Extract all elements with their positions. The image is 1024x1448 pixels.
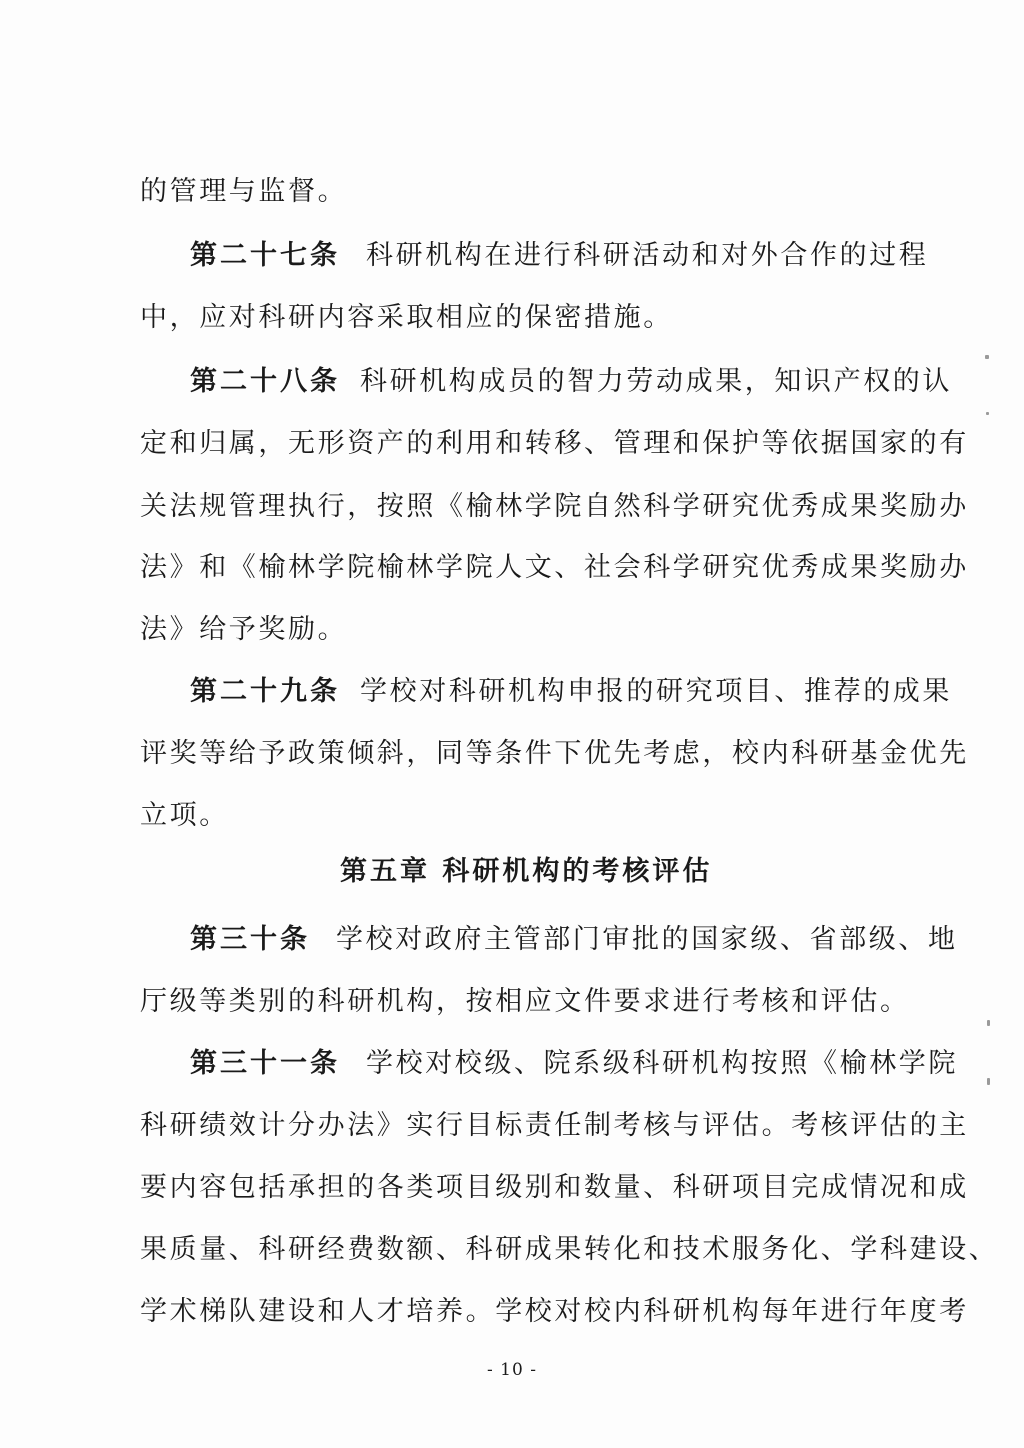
article-29-line-2: 评奖等给予政策倾斜，同等条件下优先考虑，校内科研基金优先	[140, 738, 969, 769]
article-30-line-1: 第三十条 学校对政府主管部门审批的国家级、省部级、地	[190, 924, 958, 955]
text-line-1: 的管理与监督。	[140, 176, 348, 207]
article-30-heading: 第三十条	[190, 924, 310, 955]
article-29-line-3: 立项。	[140, 800, 229, 831]
article-31-heading: 第三十一条	[190, 1048, 340, 1079]
scan-speck	[987, 1020, 990, 1026]
scan-speck	[986, 412, 989, 415]
article-31-line-4: 果质量、科研经费数额、科研成果转化和技术服务化、学科建设、	[140, 1234, 999, 1265]
article-28-line-1: 第二十八条 科研机构成员的智力劳动成果，知识产权的认	[190, 366, 952, 397]
article-31-line-2: 科研绩效计分办法》实行目标责任制考核与评估。考核评估的主	[140, 1110, 969, 1141]
article-27-line-2: 中，应对科研内容采取相应的保密措施。	[140, 302, 673, 333]
scan-speck	[987, 1078, 990, 1085]
article-28-line-2: 定和归属，无形资产的利用和转移、管理和保护等依据国家的有	[140, 428, 969, 459]
article-31-line-3: 要内容包括承担的各类项目级别和数量、科研项目完成情况和成	[140, 1172, 969, 1203]
article-29-heading: 第二十九条	[190, 676, 340, 707]
article-30-line-2: 厅级等类别的科研机构，按相应文件要求进行考核和评估。	[140, 986, 910, 1017]
article-29-line-1: 第二十九条 学校对科研机构申报的研究项目、推荐的成果	[190, 676, 952, 707]
page-number: - 10 -	[487, 1360, 537, 1380]
article-27-heading: 第二十七条	[190, 240, 340, 271]
scan-speck	[985, 355, 989, 359]
article-28-line-4: 法》和《榆林学院榆林学院人文、社会科学研究优秀成果奖励办	[140, 552, 969, 583]
article-28-line-5: 法》给予奖励。	[140, 614, 348, 645]
article-28-heading: 第二十八条	[190, 366, 340, 397]
article-31-line-1: 第三十一条 学校对校级、院系级科研机构按照《榆林学院	[190, 1048, 958, 1079]
article-31-line-5: 学术梯队建设和人才培养。学校对校内科研机构每年进行年度考	[140, 1296, 969, 1327]
chapter-title: 第五章 科研机构的考核评估	[340, 856, 713, 887]
article-28-line-3: 关法规管理执行，按照《榆林学院自然科学研究优秀成果奖励办	[140, 491, 969, 522]
article-27-line-1: 第二十七条 科研机构在进行科研活动和对外合作的过程	[190, 240, 929, 271]
